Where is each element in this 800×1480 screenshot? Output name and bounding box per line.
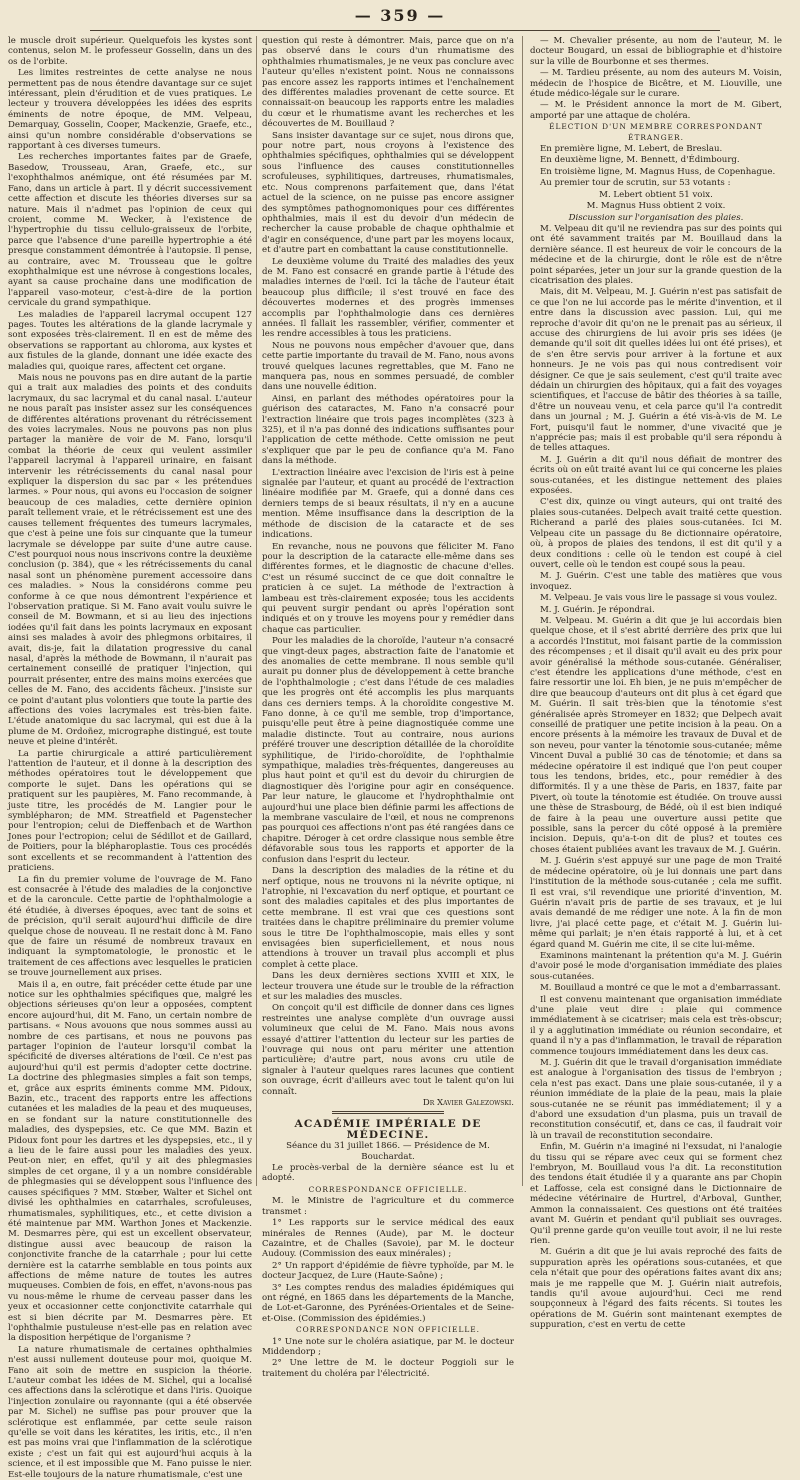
paragraph: Le procès-verbal de la dernière séance est lu et adopté. bbox=[262, 1163, 514, 1184]
official-correspondence-heading: CORRESPONDANCE OFFICIELLE. bbox=[308, 1184, 468, 1194]
paragraph: question qui reste à démontrer. Mais, parce que on n'a pas observé dans le cours d'un rhumatisme des ophthalmies rhumatismales, je ne veux pas conclure avec l'auteur qu'elles n'existent point. Nous ne connaissons pas encore assez les rapports intimes et l'enchaînement des différentes maladies provenant de cette source. Et connaissait-on beaucoup les rapports entre les maladies du cœur et le rhumatisme avant les recherches et les découvertes de M. Bouillaud ? bbox=[262, 36, 514, 130]
paragraph: M. J. Guérin. C'est une table des matières que vous invoquez. bbox=[530, 571, 782, 592]
paragraph: En troisième ligne, M. Magnus Huss, de Copenhague. bbox=[540, 166, 776, 177]
column-divider bbox=[522, 36, 523, 1186]
paragraph: M. Bouillaud a montré ce que le mot a d'embarrassant. bbox=[540, 983, 781, 994]
paragraph: Mais, dit M. Velpeau, M. J. Guérin n'est pas satisfait de ce que l'on ne lui accorde pas le mérite d'invention, et il entre dans la discussion avec passion. Lui, qui me reproche d'avoir dit qu'on ne le prenait pas au sérieux, il accuse des chirurgiens de lui avoir pris ses idées (je demande qu'il soit dit quelles idées lui ont été prises), et de s'en être servis pour arriver à la fortune et aux honneurs. Je ne vois pas qui nous contredisent voir désigner. Ce que je sais seulement, c'est qu'il traite avec dédain un chirurgien des hôpitaux, qui a fait des voyages scientifiques, et l'accuse de bâtir des théories à sa taille, d'être un nouveau venu, et cela parce qu'il l'a contredit dans un journal ; M. J. Guérin a été vis-à-vis de M. Le Fort, puisqu'il faut le nommer, d'une vivacité que je n'apprécie pas; mais il est probable qu'il sera répondu à de telles attaques. bbox=[530, 287, 782, 454]
discussion-heading: Discussion sur l'organisation des plaies. bbox=[568, 212, 744, 223]
paragraph: M. Guérin a dit que je lui avais reproché des faits de suppuration après les opérations sous-cutanées, et que cela n'était que pour des opérations faites avant dix ans; mais je me rappelle que M. J. Guérin niait autrefois, tandis qu'il avoue aujourd'hui. Ceci me rend soupçonneux à l'égard des faits récents. Si toutes les opérations de M. Guérin sont maintenant exemptes de suppuration, c'est en vertu de cette bbox=[530, 1247, 782, 1331]
paragraph: le muscle droit supérieur. Quelquefois les kystes sont contenus, selon M. le professeur Gosselin, dans un des os de l'orbite. bbox=[8, 36, 252, 67]
paragraph: L'extraction linéaire avec l'excision de l'iris est à peine signalée par l'auteur, et quant au procédé de l'extraction linéaire modifiée par M. Graefe, qui a donné dans ces derniers temps de si beaux résultats, il n'y en a aucune mention. Même insuffisance dans la description de la méthode de discision de la cataracte et de ses indications. bbox=[262, 467, 514, 541]
paragraph: — M. le Président annonce la mort de M. Gibert, amporté par une attaque de choléra. bbox=[530, 100, 782, 121]
paragraph: Pour les maladies de la choroïde, l'auteur n'a consacré que vingt-deux pages, abstraction faite de l'anatomie et des anomalies de cette membrane. Il nous semble qu'il aurait pu donner plus de développement à cette branche de l'ophthalmologie ; c'est dans l'étude de ces maladies que les progrès ont été accomplis les plus marquants dans ces derniers temps. À la choroïdite congestive M. Fano donne, à ce qu'il me semble, trop d'importance, puisqu'elle peut être à peine diagnostiquée comme une maladie distincte. Tout au contraire, nous aurions préféré trouver une description détaillée de la choroïdite syphilitique, de l'irido-choroïdite, de l'ophthalmie sympathique, maladies très-fréquentes, dangereuses au plus haut point et qu'il est du devoir du chirurgien de diagnostiquer dès l'origine pour agir en conséquence. Par leur nature, le glaucome et l'hydrophthalmie ont aujourd'hui une place bien définie parmi les affections de la membrane vasculaire de l'œil, et nous ne comprenons pas pourquoi ces affections n'ont pas été rangées dans ce chapitre. Déroger à cet ordre classique nous semble être défavorable sous tous les rapports et apporter de la confusion dans l'esprit du lecteur. bbox=[262, 636, 514, 865]
header-rule bbox=[90, 30, 720, 31]
paragraph: M. J. Guérin a dit qu'il nous défiait de montrer des écrits où on eût traité avant lui ce qui concerne les plaies sous-cutanées, et les distingue nettement des plaies exposées. bbox=[530, 454, 782, 497]
column-3 bbox=[530, 36, 782, 1331]
paragraph: M. Velpeau dit qu'il ne reviendra pas sur des points qui ont été savamment traités par M. Bouillaud dans la dernière séance. Il est heureux de voir le concours de la médecine et de la chirurgie, dont le rôle est de n'être point séparées, jeter un jour sur la grande question de la cicatrisation des plaies. bbox=[530, 223, 782, 286]
paragraph: — M. Tardieu présente, au nom des auteurs M. Voisin, médecin de l'hospice de Bicêtre, et M. Liouville, une étude médico-légale sur le curare. bbox=[530, 68, 782, 100]
paragraph: 2° Une lettre de M. le docteur Poggioli sur le traitement du choléra par l'électricité. bbox=[262, 1358, 514, 1379]
column-divider bbox=[256, 36, 257, 1186]
paragraph: Enfin, M. Guérin n'a imaginé ni l'exsudat, ni l'analogie du tissu qui se répare avec ceux qui se forment chez l'embryon, M. Bouillaud vous l'a dit. La reconstitution des tendons était étudiée il y a quarante ans par Chopin et Laffosse, cela est consigné dans le Dictionnaire de médecine vétérinaire de Hurtrel, d'Arboval, Gunther, Ammon la connaissaient. Ces questions ont été traitées avant M. Guérin et pendant qu'il publiait ses ouvrages. Qu'il prenne garde qu'on veuille tout avoir, il ne lui reste rien. bbox=[530, 1142, 782, 1246]
paragraph: Examinons maintenant la prétention qu'a M. J. Guérin d'avoir posé le mode d'organisation immédiate des plaies sous-cutanées. bbox=[530, 950, 782, 982]
paragraph: — M. Chevalier présente, au nom de l'auteur, M. le docteur Bougard, un essai de bibliographie et d'histoire sur la ville de Bourbonne et ses thermes. bbox=[530, 36, 782, 67]
paragraph: Mais il a, en outre, fait précéder cette étude par une notice sur les ophthalmies spécifiques que, malgré les objections sérieuses qu'on leur a opposées, comptent encore aujourd'hui, dit M. Fano, un certain nombre de partisans. « Nous avouons que nous sommes aussi au nombre de ces partisans, et nous ne pouvons pas partager l'opinion de l'auteur lorsqu'il combat la spécificité de diverses altérations de l'œil. Ce n'est pas aujourd'hui qu'il est permis d'adopter cette doctrine. La doctrine des phlegmasies simples a fait son temps, et, grâce aux esprits éminents comme MM. Pidoux, Bazin, etc., tracent des rapports entre les affections cutanées et les maladies de la peau et des muqueuses, en se fondant sur la nature constitutionnelle des maladies, des dyspepsies, etc. Ce que MM. Bazin et Pidoux font pour les dartres et les dyspepsies, etc., il y a lieu de le faire aussi pour les maladies des yeux. Peut-on nier, en effet, qu'il y ait des phlegmasies simples de cet organe, il y a un nombre considérable de phlegmasies qui se développent sous l'influence des causes spécifiques ? MM. Stœber, Walter et Sichel ont divisé les ophthalmies en catarrhales, scrofuleuses, rhumatismales, syphilitiques, etc., et cette division a été maintenue par MM. Warthon Jones et Mackenzie. M. Desmarres père, qui est un excellent observateur, distingue aussi avec beaucoup de raison la conjonctivite franche de la catarrhale ; pour lui cette dernière est la catarrhe semblable en tous points aux affections de même nature de toutes les autres muqueuses. Combien de fois, en effet, n'avons-nous pas vu nous-même le rhume de cerveau passer dans les yeux et occasionner cette conjonctivite catarrhale qui est si bien décrite par M. Desmarres père. Et l'ophthalmie pustuleuse n'est-elle pas en relation avec la disposition herpétique de l'organisme ? bbox=[8, 979, 252, 1344]
paragraph: 3° Les comptes rendus des maladies épidémiques qui ont régné, en 1865 dans les départements de la Manche, de Lot-et-Garonne, des Pyrénées-Orientales et de Seine-et-Oise. (Commission des épidémies.) bbox=[262, 1282, 514, 1324]
paragraph: 1° Une note sur le choléra asiatique, par M. le docteur Middendorp ; bbox=[262, 1336, 514, 1357]
unofficial-correspondence-heading: CORRESPONDANCE NON OFFICIELLE. bbox=[295, 1325, 481, 1335]
paragraph: Nous ne pouvons nous empêcher d'avouer que, dans cette partie importante du travail de M. Fano, nous avons trouvé quelques lacunes regrettables, que M. Fano ne manquera pas, nous en sommes persuadé, de combler dans une nouvelle édition. bbox=[262, 340, 514, 393]
page-number: — 359 — bbox=[354, 6, 446, 25]
paragraph: M. J. Guérin. Je répondrai. bbox=[540, 604, 655, 615]
paragraph: 1° Les rapports sur le service médical des eaux minérales de Rennes (Aude), par M. le docteur Cazaintre, et de Challes (Savoie), par M. le docteur Audouy. (Commission des eaux minérales) ; bbox=[262, 1218, 514, 1260]
paragraph: Ainsi, en parlant des méthodes opératoires pour la guérison des cataractes, M. Fano n'a consacré pour l'extraction linéaire que trois pages incomplètes (323 à 325), et il n'a pas donné des indications suffisantes pour l'application de cette méthode. Cette omission ne peut s'expliquer que par le peu de confiance qu'a M. Fano dans la méthode. bbox=[262, 393, 514, 467]
paragraph: Il est convenu maintenant que organisation immédiate d'une plaie veut dire : plaie qui commence immédiatement à se cicatriser; mais cela est très-obscur; il y a agglutination immédiate ou réunion secondaire, et quand il n'y a pas d'inflammation, le travail de réparation commence toujours immédiatement dans les deux cas. bbox=[530, 994, 782, 1057]
session-line: Séance du 31 juillet 1866. — Présidence de M. Bouchardat. bbox=[286, 1141, 490, 1162]
paragraph: Au premier tour de scrutin, sur 53 votants : bbox=[540, 178, 731, 189]
paragraph: La nature rhumatismale de certaines ophthalmies n'est aussi nullement douteuse pour moi, quoique M. Fano ait soin de mettre en suspicion la théorie. L'auteur combat les idées de M. Sichel, qui a localisé ces affections dans la sclérotique et dans l'iris. Quoique l'injection zonulaire ou rayonnante (qui a été observée par M. Sichel) ne suffise pas pour prouver que la sclérotique est enflammée, par cette seule raison qu'elle se voit dans les kératites, les iritis, etc., il n'en est pas moins vrai que l'inflammation de la sclérotique existe ; c'est un fait qui est aujourd'hui acquis à la science, et il est impossible que M. Fano puisse le nier. Est-elle toujours de la nature rhumatismale, c'est une bbox=[8, 1344, 252, 1480]
paragraph: En deuxième ligne, M. Bennett, d'Édimbourg. bbox=[540, 155, 740, 166]
election-heading: ÉLECTION D'UN MEMBRE CORRESPONDANT ÉTRANGER. bbox=[549, 122, 763, 142]
paragraph: M. le Ministre de l'agriculture et du commerce transmet : bbox=[262, 1196, 514, 1217]
paragraph: Mais nous ne pouvons pas en dire autant de la partie qui a trait aux maladies des points et des conduits lacrymaux, du sac lacrymal et du canal nasal. L'auteur ne nous paraît pas insister assez sur les conséquences de différentes altérations provenant du rétrécissement des voies lacrymales. Nous ne pouvons pas non plus partager la manière de voir de M. Fano, lorsqu'il combat la théorie de ceux qui veulent assimiler l'appareil lacrymal à l'appareil urinaire, en faisant intervenir les rétrécissements du canal nasal pour expliquer la dispersion du sac par « les prétendues larmes. » Pour nous, qui avons eu l'occasion de soigner beaucoup de ces maladies, cette dernière opinion paraît tellement vraie, et le rétrécissement est une des causes tellement fréquentes des tumeurs lacrymales, que c'est à peine une fois sur cinquante que la tumeur lacrymale se développe par suite d'une autre cause. C'est pourquoi nous nous inscrivons contre la deuxième conclusion (p. 384), que « les rétrécissements du canal nasal sont un phénomène purement accessoire dans ces maladies. » Nous la considérons comme peu conforme à ce que nous démontrent l'expérience et l'observation pratique. Si M. Fano avait voulu suivre le conseil de M. Bowmann, et si au lieu des injections iodées qu'il fait dans les points lacrymaux en exposant ainsi ses malades à avoir des phlegmons orbitaires, il avait, dis-je, fait la dilatation progressive du canal nasal, d'après la méthode de Bowmann, il n'aurait pas certainement conseillé de pratiquer l'injection, qui pourrait présenter, entre des mains moins exercées que celles de M. Fano, des accidents fâcheux. J'insiste sur ce point d'autant plus volontiers que toute la partie des affections des voies lacrymales est très-bien faite. L'étude anatomique du sac lacrymal, qui est due à la plume de M. Ordoñez, micrographe distingué, est toute neuve et pleine d'intérêt. bbox=[8, 373, 253, 748]
column-2 bbox=[262, 36, 514, 1379]
paragraph: 2° Un rapport d'épidémie de fièvre typhoïde, par M. le docteur Jacquez, de Lure (Haute-Saône) ; bbox=[262, 1260, 514, 1282]
vote-result: M. Magnus Huss obtient 2 voix. bbox=[586, 201, 726, 212]
paragraph: Dans la description des maladies de la rétine et du nerf optique, nous ne trouvons ni la névrite optique, ni l'atrophie, ni l'excavation du nerf optique, et pourtant ce sont des maladies capitales et des plus importantes de cette membrane. Il est vrai que ces questions sont traitées dans le chapitre préliminaire du premier volume sous le titre De l'ophthalmoscopie, mais elles y sont envisagées bien superficiellement, et nous nous attendions à trouver un travail plus accompli et plus complet à cette place. bbox=[262, 866, 514, 970]
paragraph: La partie chirurgicale a attiré particulièrement l'attention de l'auteur, et il donne à la description des méthodes opératoires tout le développement que comporte le sujet. Dans les opérations qui se pratiquent sur les paupières, M. Fano recommande, à juste titre, les procédés de M. Langier pour le symblépharon; de MM. Streatfield et Pagenstecher pour l'entropion; celui de Dieffenbach et de Warthon Jones pour l'ectropion; celui de Sédillot et de Gaillard, de Poitiers, pour la blépharoplastie. Tous ces procédés sont excellents et se recommandent à l'attention des praticiens. bbox=[8, 748, 252, 874]
paragraph: M. J. Guérin s'est appuyé sur une page de mon Traité de médecine opératoire, où je lui donnais une part dans l'institution de la méthode sous-cutanée ; cela me suffit. Il est vrai, s'il revendique une priorité d'invention, M. Guérin n'avait pris de partie de ses travaux, et je lui avais demandé de me rédiger une note. À la fin de mon livre, j'ai placé cette page, et c'était M. J. Guérin lui-même qui parlait; je n'en étais rapporté à lui, et à cet égard quand M. Guérin me cite, il se cite lui-même. bbox=[530, 856, 782, 950]
paragraph: Le deuxième volume du Traité des maladies des yeux de M. Fano est consacré en grande partie à l'étude des maladies internes de l'œil. Ici la tâche de l'auteur était beaucoup plus difficile; il s'est trouvé en face des découvertes modernes et des progrès immenses accomplis par l'ophthalmologie dans ces dernières années. Il fallait les rassembler, vérifier, commenter et les rendre accessibles à tous les praticiens. bbox=[262, 256, 514, 340]
paragraph: Dans les deux dernières sections XVIII et XIX, le lecteur trouvera une étude sur le trouble de la réfraction et sur les maladies des muscles. bbox=[262, 971, 514, 1002]
paragraph: M. J. Guérin dit que le travail d'organisation immédiate est analogue à l'organisation des tissus de l'embryon ; cela n'est pas exact. Dans une plaie sous-cutanée, il y a réunion immédiate de la plaie de la peau, mais la plaie sous-cutanée ne se réunit pas immédiatement; il y a d'abord une exsudation d'un plasma, puis un travail de reconstitution consécutif, et, dans ce cas, il faudrait voir là un travail de reconstitution secondaire. bbox=[530, 1058, 782, 1141]
paragraph: M. Velpeau. M. Guérin a dit que je lui accordais bien quelque chose, et il s'est abrité derrière des prix que lui a accordés l'Institut, moi faisant partie de la commission des récompenses ; et il disait qu'il avait eu des prix pour avoir généralisé la méthode sous-cutanée. Généraliser, c'est étendre les applications d'une méthode, c'est en faire ressortir une loi. Eh bien, je ne puis m'empêcher de dire que beaucoup d'auteurs ont dit plus à cet égard que M. Guérin. Il sait très-bien que la ténotomie s'est généralisée après Stromeyer en 1832; que Delpech avait conseillé de pratiquer une petite incision à la peau. On a encore présents à la mémoire les travaux de Duval et de son neveu, pour vanter la ténotomie sous-cutanée; même Vincent Duval a publié 30 cas de ténotomie; et dans sa médecine opératoire il est indiqué que l'on peut couper tous les tendons, brides, etc., pour remédier à des difformités. Il y a une thèse de Paris, en 1837, faite par Pivert, où toute la ténotomie est étudiée. On trouve aussi une thèse de Strasbourg, de Bédé, où il est bien indiqué de faire à la peau une ouverture aussi petite que possible, sans la percer du côté opposé à la première incision. Depuis, qu'a-t-on dit de plus? et toutes ces choses étaient publiées avant les travaux de M. J. Guérin. bbox=[530, 615, 782, 855]
paragraph: En première ligne, M. Lebert, de Breslau. bbox=[540, 144, 723, 155]
paragraph: M. Velpeau. Je vais vous lire le passage si vous voulez. bbox=[540, 593, 778, 604]
paragraph: Les limites restreintes de cette analyse ne nous permettent pas de nous étendre davantage sur ce sujet intéressant, plein d'érudition et de vues pratiques. Le lecteur y trouvera développées les idées des esprits éminents de notre époque, de MM. Velpeau, Demarquay, Gosselin, Cooper, Mackenzie, Graefe, etc., ainsi qu'un nombre considérable d'observations se rapportant à ces diverses tumeurs. bbox=[8, 68, 252, 152]
paragraph: Les recherches importantes faites par de Graefe, Basedow, Trousseau, Aran, Graefe, etc., sur l'exophthalmos anémique, ont été résumées par M. Fano, dans un article à part. Il y décrit successivement cette affection et discute les théories diverses sur sa nature. Mais il n'admet pas l'opinion de ceux qui croient, comme M. Wecker, à l'existence de l'hypertrophie du tissu cellulo-graisseux de l'orbite, parce que l'absence d'une pareille hypertrophie a été presque constamment démontrée à l'autopsie. Il pense, au contraire, avec M. Trousseau que le goître exophthalmique est une névrose à congestions locales, ayant sa cause prochaine dans une modification de l'appareil vaso-moteur, c'est-à-dire de la portion cervicale du grand sympathique. bbox=[8, 152, 252, 309]
paragraph: La fin du premier volume de l'ouvrage de M. Fano est consacrée à l'étude des maladies de la conjonctive et de la caroncule. Cette partie de l'ophthalmologie a été étudiée, à diverses époques, avec tant de soins et de précision, qu'il serait aujourd'hui difficile de dire quelque chose de nouveau. Il ne restait donc à M. Fano que de faire un résumé de nombreux travaux en indiquant la symptomatologie, le pronostic et le traitement de ces affections avec lesquelles le praticien se trouve journellement aux prises. bbox=[8, 874, 252, 979]
paragraph: On conçoit qu'il est difficile de donner dans ces lignes restreintes une analyse complète d'un ouvrage aussi volumineux que celui de M. Fano. Mais nous avons essayé d'attirer l'attention du lecteur sur les parties de l'ouvrage qui nous ont paru mériter une attention particulière; d'autre part, nous avons cru utile de signaler à l'auteur quelques rares lacunes que contient son ouvrage, écrit d'ailleurs avec tout le talent qu'on lui connaît. bbox=[262, 1003, 514, 1097]
paragraph: Sans insister davantage sur ce sujet, nous dirons que, pour notre part, nous croyons à l'existence des ophthalmies spécifiques, ophthalmies qui se développent sous l'influence des causes constitutionnelles scrofuleuses, syphilitiques, dartreuses, rhumatismales, etc. Nous comprenons parfaitement que, dans l'état actuel de la science, on ne puisse pas encore assigner des symptômes pathognomoniques pour ces différentes ophthalmies, mais il est du devoir d'un médecin de rechercher la cause probable de chaque ophthalmie et d'agir en conséquence, d'une part par les moyens locaux, et d'autre part en combattant la cause constitutionnelle. bbox=[262, 130, 514, 256]
author-signature: Dr Xavier Galezowski. bbox=[422, 1098, 514, 1109]
paragraph: Les maladies de l'appareil lacrymal occupent 127 pages. Toutes les altérations de la glande lacrymale y sont exposées très-clairement. Il en est de même des observations se rapportant au chloroma, aux kystes et aux fistules de la glande, donnant une idée exacte des maladies qui, quoique rares, affectent cet organe. bbox=[8, 309, 252, 372]
column-1 bbox=[8, 36, 253, 1480]
paragraph: En revanche, nous ne pouvons que féliciter M. Fano pour la description de la cataracte elle-même dans ses différentes formes, et le diagnostic de chacune d'elles. C'est un résumé succinct de ce que doit connaître le praticien à ce sujet. La méthode de l'extraction à lambeau est très-clairement exposée; tous les accidents qui peuvent surgir pendant ou après l'opération sont indiqués et on y trouve les moyens pour y remédier dans chaque cas particulier. bbox=[262, 541, 514, 635]
paragraph: C'est dix, quinze ou vingt auteurs, qui ont traité des plaies sous-cutanées. Delpech avait traité cette question. Richerand a parlé des plaies sous-cutanées. Ici M. Velpeau cite un passage du 8e dictionnaire opératoire, où, à propos de plaies des tendons, il est dit qu'il y a deux conditions : celle où le tendon est coupé à ciel ouvert, celle où le tendon est coupé sous la peau. bbox=[530, 497, 782, 570]
section-rule bbox=[332, 1111, 444, 1114]
vote-result: M. Lebert obtient 51 voix. bbox=[599, 189, 713, 200]
academy-heading: ACADÉMIE IMPÉRIALE DE MÉDECINE. bbox=[294, 1118, 482, 1141]
